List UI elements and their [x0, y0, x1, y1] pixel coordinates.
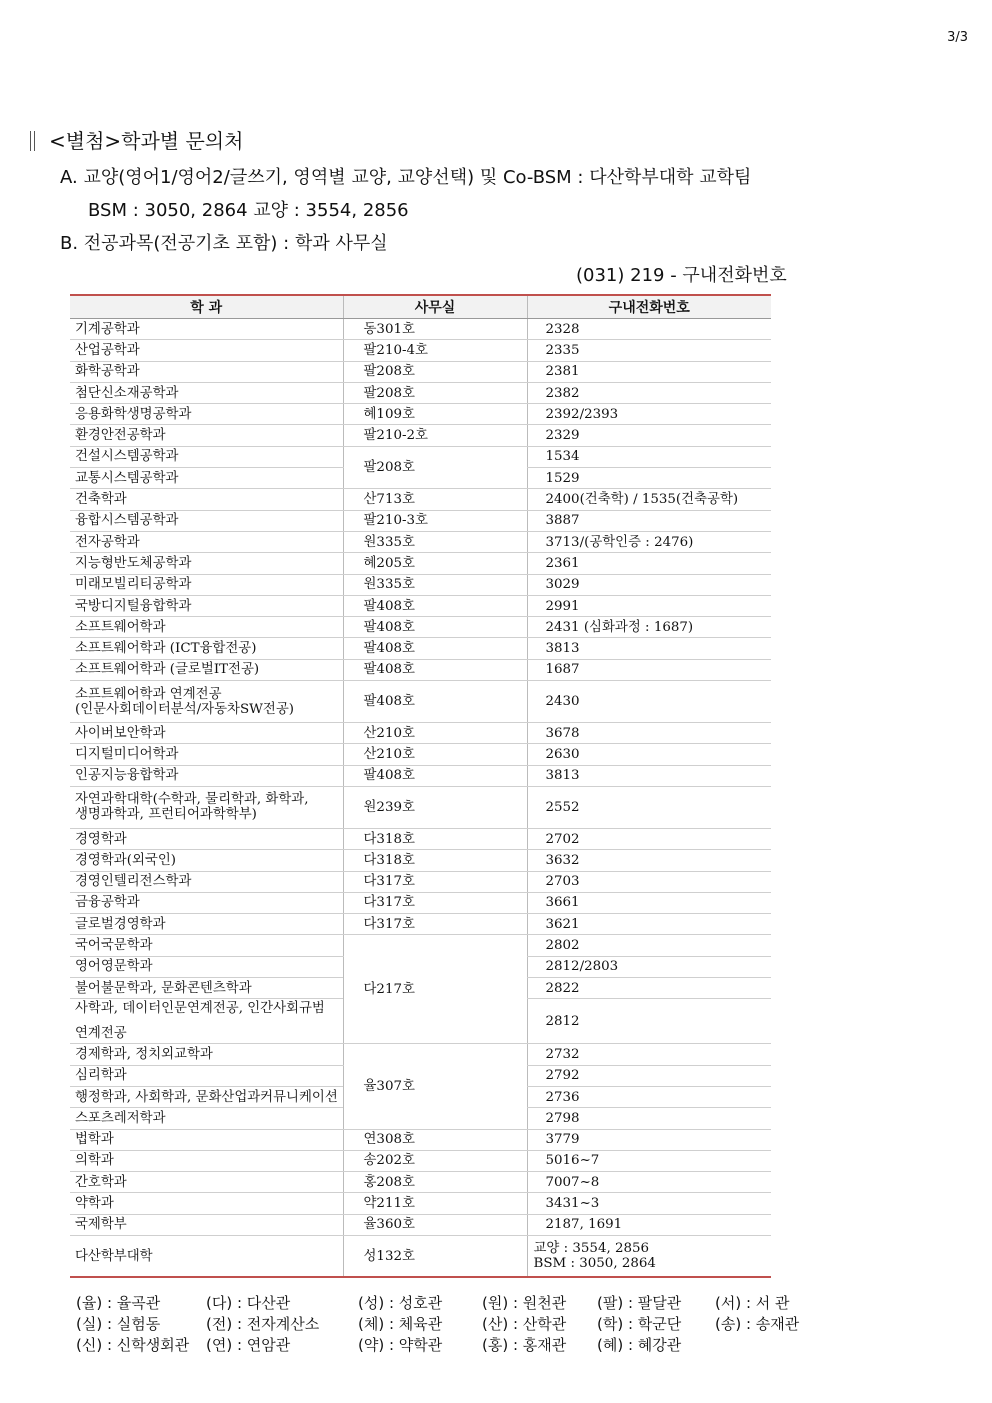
dept-name: 행정학과, 사회학과, 문화산업과커뮤니케이션: [75, 1089, 338, 1105]
phone-number: 2328: [545, 321, 580, 337]
phone-number: 2798: [545, 1110, 580, 1126]
legend-item: (체) : 체육관: [358, 1315, 443, 1333]
dept-name-line2: 연계전공: [75, 1026, 127, 1042]
phone-number: 2400(건축학) / 1535(건축공학): [545, 492, 739, 508]
dept-name: 사이버보안학과: [75, 725, 166, 741]
table-row: [70, 744, 771, 765]
dept-name-cell: [70, 1193, 343, 1214]
dept-name-cell: [70, 828, 343, 849]
dept-name: 기계공학과: [75, 321, 140, 337]
office-cell: 팔408호: [343, 765, 527, 786]
phone-cell: [527, 361, 771, 382]
section-a-text: A. 교양(영어1/영어2/글쓰기, 영역별 교양, 교양선택) 및 Co-BSM : 다산학부대학 교학팀: [60, 167, 752, 188]
header-phone: 구내전화번호: [527, 295, 771, 319]
office-cell: 다318호: [343, 828, 527, 849]
phone-number: 2431 (심화과정 : 1687): [545, 619, 694, 635]
table-row: [70, 786, 771, 828]
office-cell: 팔408호: [343, 681, 527, 723]
dept-name: 경영학과(외국인): [75, 852, 176, 868]
office-cell: 팔210-2호: [343, 425, 527, 446]
legend-item: (성) : 성호관: [358, 1294, 443, 1312]
dept-name-cell: [70, 659, 343, 680]
phone-cell: [527, 681, 771, 723]
dept-name-cell: [70, 1129, 343, 1150]
phone-number: 5016~7: [545, 1153, 600, 1169]
phone-cell: [527, 595, 771, 616]
phone-cell: [527, 871, 771, 892]
phone-number: 2792: [545, 1068, 580, 1084]
dept-name: 국제학부: [75, 1217, 127, 1233]
table-row: [70, 914, 771, 935]
dept-name-cell: [70, 1214, 343, 1235]
office-cell: 산210호: [343, 723, 527, 744]
phone-cell: [527, 1065, 771, 1086]
phone-number: 3813: [545, 768, 580, 784]
table-row: [70, 765, 771, 786]
building-legend: [76, 1293, 815, 1356]
legend-item: (산) : 산학관: [482, 1315, 567, 1333]
dept-name-cell: [70, 956, 343, 977]
office-cell: 다217호: [343, 935, 527, 1044]
office-cell: 동301호: [343, 319, 527, 340]
office-cell: 송202호: [343, 1150, 527, 1171]
dept-name-cell: [70, 468, 343, 489]
dept-name: 경영인텔리전스학과: [75, 874, 192, 890]
office-cell: 다317호: [343, 871, 527, 892]
office-cell: 혜205호: [343, 553, 527, 574]
phone-cell: [527, 659, 771, 680]
dept-name-cell: [70, 340, 343, 361]
phone-cell: [527, 1214, 771, 1235]
phone-number: 3887: [545, 513, 580, 529]
phone-cell: [527, 340, 771, 361]
phone-cell: [527, 1193, 771, 1214]
legend-row: [76, 1293, 815, 1314]
table-row: [70, 1044, 771, 1065]
dept-name: 다산학부대학: [75, 1248, 153, 1264]
dept-name: 국어국문학과: [75, 938, 153, 954]
table-row: [70, 1172, 771, 1193]
dept-name-cell: [70, 574, 343, 595]
dept-name-cell: [70, 914, 343, 935]
legend-item: (율) : 율곡관: [76, 1294, 161, 1312]
phone-number: 교양 : 3554, 2856: [533, 1241, 650, 1257]
phone-cell: [527, 1172, 771, 1193]
legend-item: (원) : 원천관: [482, 1294, 567, 1312]
office-cell: 팔210-4호: [343, 340, 527, 361]
dept-name: 전자공학과: [75, 534, 140, 550]
phone-number: 3678: [545, 725, 580, 741]
phone-number: 2552: [545, 799, 580, 815]
dept-name-line2: 생명과학과, 프런티어과학학부): [75, 807, 257, 823]
phone-prefix: (031) 219 - 구내전화번호: [576, 265, 787, 286]
phone-number: 3632: [545, 852, 580, 868]
office-cell: 다317호: [343, 892, 527, 913]
header-office: 사무실: [343, 295, 527, 319]
phone-cell: [527, 914, 771, 935]
dept-name: 간호학과: [75, 1174, 127, 1190]
dept-name-cell: [70, 1044, 343, 1065]
phone-cell: [527, 574, 771, 595]
dept-name-cell: [70, 935, 343, 956]
office-cell: 팔408호: [343, 638, 527, 659]
phone-number: 2329: [545, 428, 580, 444]
table-row: [70, 850, 771, 871]
phone-number: 2187, 1691: [545, 1217, 623, 1233]
office-cell: 팔408호: [343, 659, 527, 680]
table-row: [70, 595, 771, 616]
dept-name: 환경안전공학과: [75, 428, 166, 444]
legend-item: (전) : 전자계산소: [206, 1315, 320, 1333]
dept-name: 소프트웨어학과 (글로벌IT전공): [75, 662, 260, 678]
phone-number: 2736: [545, 1089, 580, 1105]
legend-item: (신) : 신학생회관: [76, 1336, 190, 1354]
phone-number: 3621: [545, 916, 580, 932]
office-cell: 다318호: [343, 850, 527, 871]
phone-number: 7007~8: [545, 1174, 600, 1190]
dept-name-cell: [70, 1108, 343, 1129]
office-cell: 다317호: [343, 914, 527, 935]
phone-cell: [527, 935, 771, 956]
dept-name: 글로벌경영학과: [75, 916, 166, 932]
dept-name: 심리학과: [75, 1068, 127, 1084]
dept-name: 법학과: [75, 1132, 114, 1148]
phone-number: 2703: [545, 874, 580, 890]
page-heading: [30, 125, 243, 154]
dept-name: 소프트웨어학과 (ICT융합전공): [75, 641, 257, 657]
table-row: [70, 510, 771, 531]
dept-name-cell: [70, 638, 343, 659]
legend-item: (실) : 실험동: [76, 1315, 161, 1333]
heading-text: <별첨>학과별 문의처: [49, 129, 244, 153]
dept-name: 영어영문학과: [75, 959, 153, 975]
phone-number: 2991: [545, 598, 580, 614]
dept-name-cell: [70, 871, 343, 892]
phone-cell: [527, 786, 771, 828]
dept-name: 미래모빌리티공학과: [75, 577, 192, 593]
phone-number: 2802: [545, 938, 580, 954]
phone-number: 1529: [545, 470, 580, 486]
phone-number: 2812: [545, 1013, 580, 1029]
phone-number: 3431~3: [545, 1196, 600, 1212]
phone-number: 2335: [545, 342, 580, 358]
dept-name: 첨단신소재공학과: [75, 385, 179, 401]
dept-name: 융합시스템공학과: [75, 513, 179, 529]
dept-name-cell: [70, 681, 343, 723]
legend-item: (팔) : 팔달관: [597, 1294, 682, 1312]
table-row: [70, 828, 771, 849]
dept-name: 경제학과, 정치외교학과: [75, 1046, 213, 1062]
dept-name: 인공지능융합학과: [75, 768, 179, 784]
table-body: [70, 319, 771, 1278]
phone-cell: [527, 425, 771, 446]
phone-cell: [527, 319, 771, 340]
phone-cell: [527, 1150, 771, 1171]
phone-cell: [527, 723, 771, 744]
office-cell: 율307호: [343, 1044, 527, 1129]
legend-item: (다) : 다산관: [206, 1294, 291, 1312]
page-number: 3/3: [947, 30, 968, 45]
phone-cell: [527, 1235, 771, 1277]
phone-number: 2392/2393: [545, 406, 619, 422]
legend-item: (학) : 학군단: [597, 1315, 682, 1333]
dept-name-cell: [70, 531, 343, 552]
dept-name-cell: [70, 446, 343, 467]
phone-number: 2430: [545, 694, 580, 710]
dept-name-cell: [70, 786, 343, 828]
office-cell: 율360호: [343, 1214, 527, 1235]
office-cell: 원239호: [343, 786, 527, 828]
phone-cell: [527, 956, 771, 977]
table-row: [70, 1214, 771, 1235]
phone-number: 3661: [545, 895, 580, 911]
phone-cell: [527, 1044, 771, 1065]
dept-name: 의학과: [75, 1153, 114, 1169]
phone-cell: [527, 978, 771, 999]
office-cell: 팔408호: [343, 595, 527, 616]
legend-item: (송) : 송재관: [715, 1315, 800, 1333]
dept-name: 산업공학과: [75, 342, 140, 358]
dept-name-cell: [70, 892, 343, 913]
phone-cell: [527, 510, 771, 531]
phone-cell: [527, 446, 771, 467]
phone-cell: [527, 892, 771, 913]
dept-name-cell: [70, 553, 343, 574]
phone-cell: [527, 1108, 771, 1129]
phone-cell: [527, 1129, 771, 1150]
phone-cell: [527, 744, 771, 765]
dept-name-cell: [70, 319, 343, 340]
phone-number: 3779: [545, 1132, 580, 1148]
dept-name-cell: [70, 999, 343, 1044]
office-cell: 원335호: [343, 531, 527, 552]
table-row: [70, 425, 771, 446]
phone-number: 3813: [545, 641, 580, 657]
table-row: [70, 935, 771, 956]
table-row: [70, 531, 771, 552]
dept-name-cell: [70, 361, 343, 382]
dept-name-cell: [70, 595, 343, 616]
dept-name: 소프트웨어학과 연계전공: [75, 686, 222, 702]
dept-name: 금융공학과: [75, 895, 140, 911]
office-cell: 산713호: [343, 489, 527, 510]
phone-cell: [527, 553, 771, 574]
table-row: [70, 553, 771, 574]
dept-name-cell: [70, 510, 343, 531]
table-row: [70, 446, 771, 467]
office-cell: 팔208호: [343, 446, 527, 489]
table-row: [70, 723, 771, 744]
office-cell: 팔208호: [343, 361, 527, 382]
dept-name-cell: [70, 489, 343, 510]
dept-name: 사학과, 데이터인문연계전공, 인간사회규범: [75, 1001, 325, 1017]
phone-cell: [527, 404, 771, 425]
phone-cell: [527, 531, 771, 552]
phone-number: 2702: [545, 831, 580, 847]
legend-item: (연) : 연암관: [206, 1336, 291, 1354]
dept-name: 자연과학대학(수학과, 물리학과, 화학과,: [75, 792, 309, 808]
dept-name: 경영학과: [75, 831, 127, 847]
table-row: [70, 638, 771, 659]
dept-name-cell: [70, 850, 343, 871]
office-cell: 팔210-3호: [343, 510, 527, 531]
legend-item: (홍) : 홍재관: [482, 1336, 567, 1354]
table-row: [70, 617, 771, 638]
dept-name-cell: [70, 765, 343, 786]
dept-name-cell: [70, 1172, 343, 1193]
dept-name-cell: [70, 1086, 343, 1107]
table-row: [70, 340, 771, 361]
table-header-row: [70, 295, 771, 319]
phone-number: 2812/2803: [545, 959, 619, 975]
phone-cell: [527, 1086, 771, 1107]
phone-cell: [527, 850, 771, 871]
phone-number: 1534: [545, 449, 580, 465]
office-cell: 홍208호: [343, 1172, 527, 1193]
table-row: [70, 871, 771, 892]
dept-name-line2: (인문사회데이터분석/자동차SW전공): [75, 701, 294, 717]
dept-name: 소프트웨어학과: [75, 619, 166, 635]
phone-number: 2382: [545, 385, 580, 401]
legend-row: [76, 1335, 815, 1356]
dept-name-cell: [70, 382, 343, 403]
dept-name: 화학공학과: [75, 364, 140, 380]
table-row: [70, 892, 771, 913]
legend-item: (혜) : 혜강관: [597, 1336, 682, 1354]
dept-name-cell: [70, 1235, 343, 1277]
phone-cell: [527, 489, 771, 510]
heading-bar-icon: [30, 131, 35, 151]
dept-name: 건축학과: [75, 492, 127, 508]
table-row: [70, 659, 771, 680]
dept-name: 국방디지털융합학과: [75, 598, 192, 614]
phone-cell: [527, 382, 771, 403]
office-cell: 팔408호: [343, 617, 527, 638]
table-row: [70, 574, 771, 595]
phone-number-line2: BSM : 3050, 2864: [533, 1256, 656, 1272]
phone-number: 1687: [545, 662, 580, 678]
office-cell: 성132호: [343, 1235, 527, 1277]
dept-name: 스포츠레저학과: [75, 1110, 166, 1126]
dept-name-cell: [70, 1065, 343, 1086]
table-row: [70, 1193, 771, 1214]
phone-number: 3713/(공학인증 : 2476): [545, 534, 694, 550]
phone-number: 3029: [545, 577, 580, 593]
dept-name: 디지털미디어학과: [75, 746, 179, 762]
office-cell: 연308호: [343, 1129, 527, 1150]
table-row: [70, 361, 771, 382]
legend-item: (서) : 서 관: [715, 1294, 790, 1312]
table-row: [70, 1235, 771, 1277]
phone-number: 2732: [545, 1046, 580, 1062]
table-row: [70, 1129, 771, 1150]
dept-name-cell: [70, 1150, 343, 1171]
section-a-phones: BSM : 3050, 2864 교양 : 3554, 2856: [88, 200, 409, 221]
dept-name: 약학과: [75, 1196, 114, 1212]
legend-item: (약) : 약학관: [358, 1336, 443, 1354]
table-row: [70, 382, 771, 403]
phone-cell: [527, 468, 771, 489]
table-row: [70, 489, 771, 510]
phone-cell: [527, 765, 771, 786]
section-b-text: B. 전공과목(전공기초 포함) : 학과 사무실: [60, 233, 388, 254]
phone-cell: [527, 617, 771, 638]
table-row: [70, 1150, 771, 1171]
table-row: [70, 681, 771, 723]
phone-number: 2361: [545, 555, 580, 571]
phone-cell: [527, 638, 771, 659]
dept-name-cell: [70, 723, 343, 744]
table-row: [70, 319, 771, 340]
dept-name: 건설시스템공학과: [75, 449, 179, 465]
table-row: [70, 404, 771, 425]
dept-name-cell: [70, 744, 343, 765]
office-cell: 혜109호: [343, 404, 527, 425]
office-cell: 원335호: [343, 574, 527, 595]
dept-name: 불어불문학과, 문화콘텐츠학과: [75, 980, 252, 996]
dept-name: 지능형반도체공학과: [75, 555, 192, 571]
department-table: [70, 294, 771, 1278]
phone-number: 2822: [545, 980, 580, 996]
dept-name-cell: [70, 404, 343, 425]
office-cell: 팔208호: [343, 382, 527, 403]
dept-name-cell: [70, 425, 343, 446]
dept-name: 응용화학생명공학과: [75, 406, 192, 422]
dept-name: 교통시스템공학과: [75, 470, 179, 486]
phone-cell: [527, 828, 771, 849]
phone-number: 2630: [545, 746, 580, 762]
office-cell: 산210호: [343, 744, 527, 765]
phone-cell: [527, 999, 771, 1044]
dept-name-cell: [70, 978, 343, 999]
office-cell: 약211호: [343, 1193, 527, 1214]
legend-row: [76, 1314, 815, 1335]
phone-number: 2381: [545, 364, 580, 380]
header-dept: 학 과: [70, 295, 343, 319]
dept-name-cell: [70, 617, 343, 638]
